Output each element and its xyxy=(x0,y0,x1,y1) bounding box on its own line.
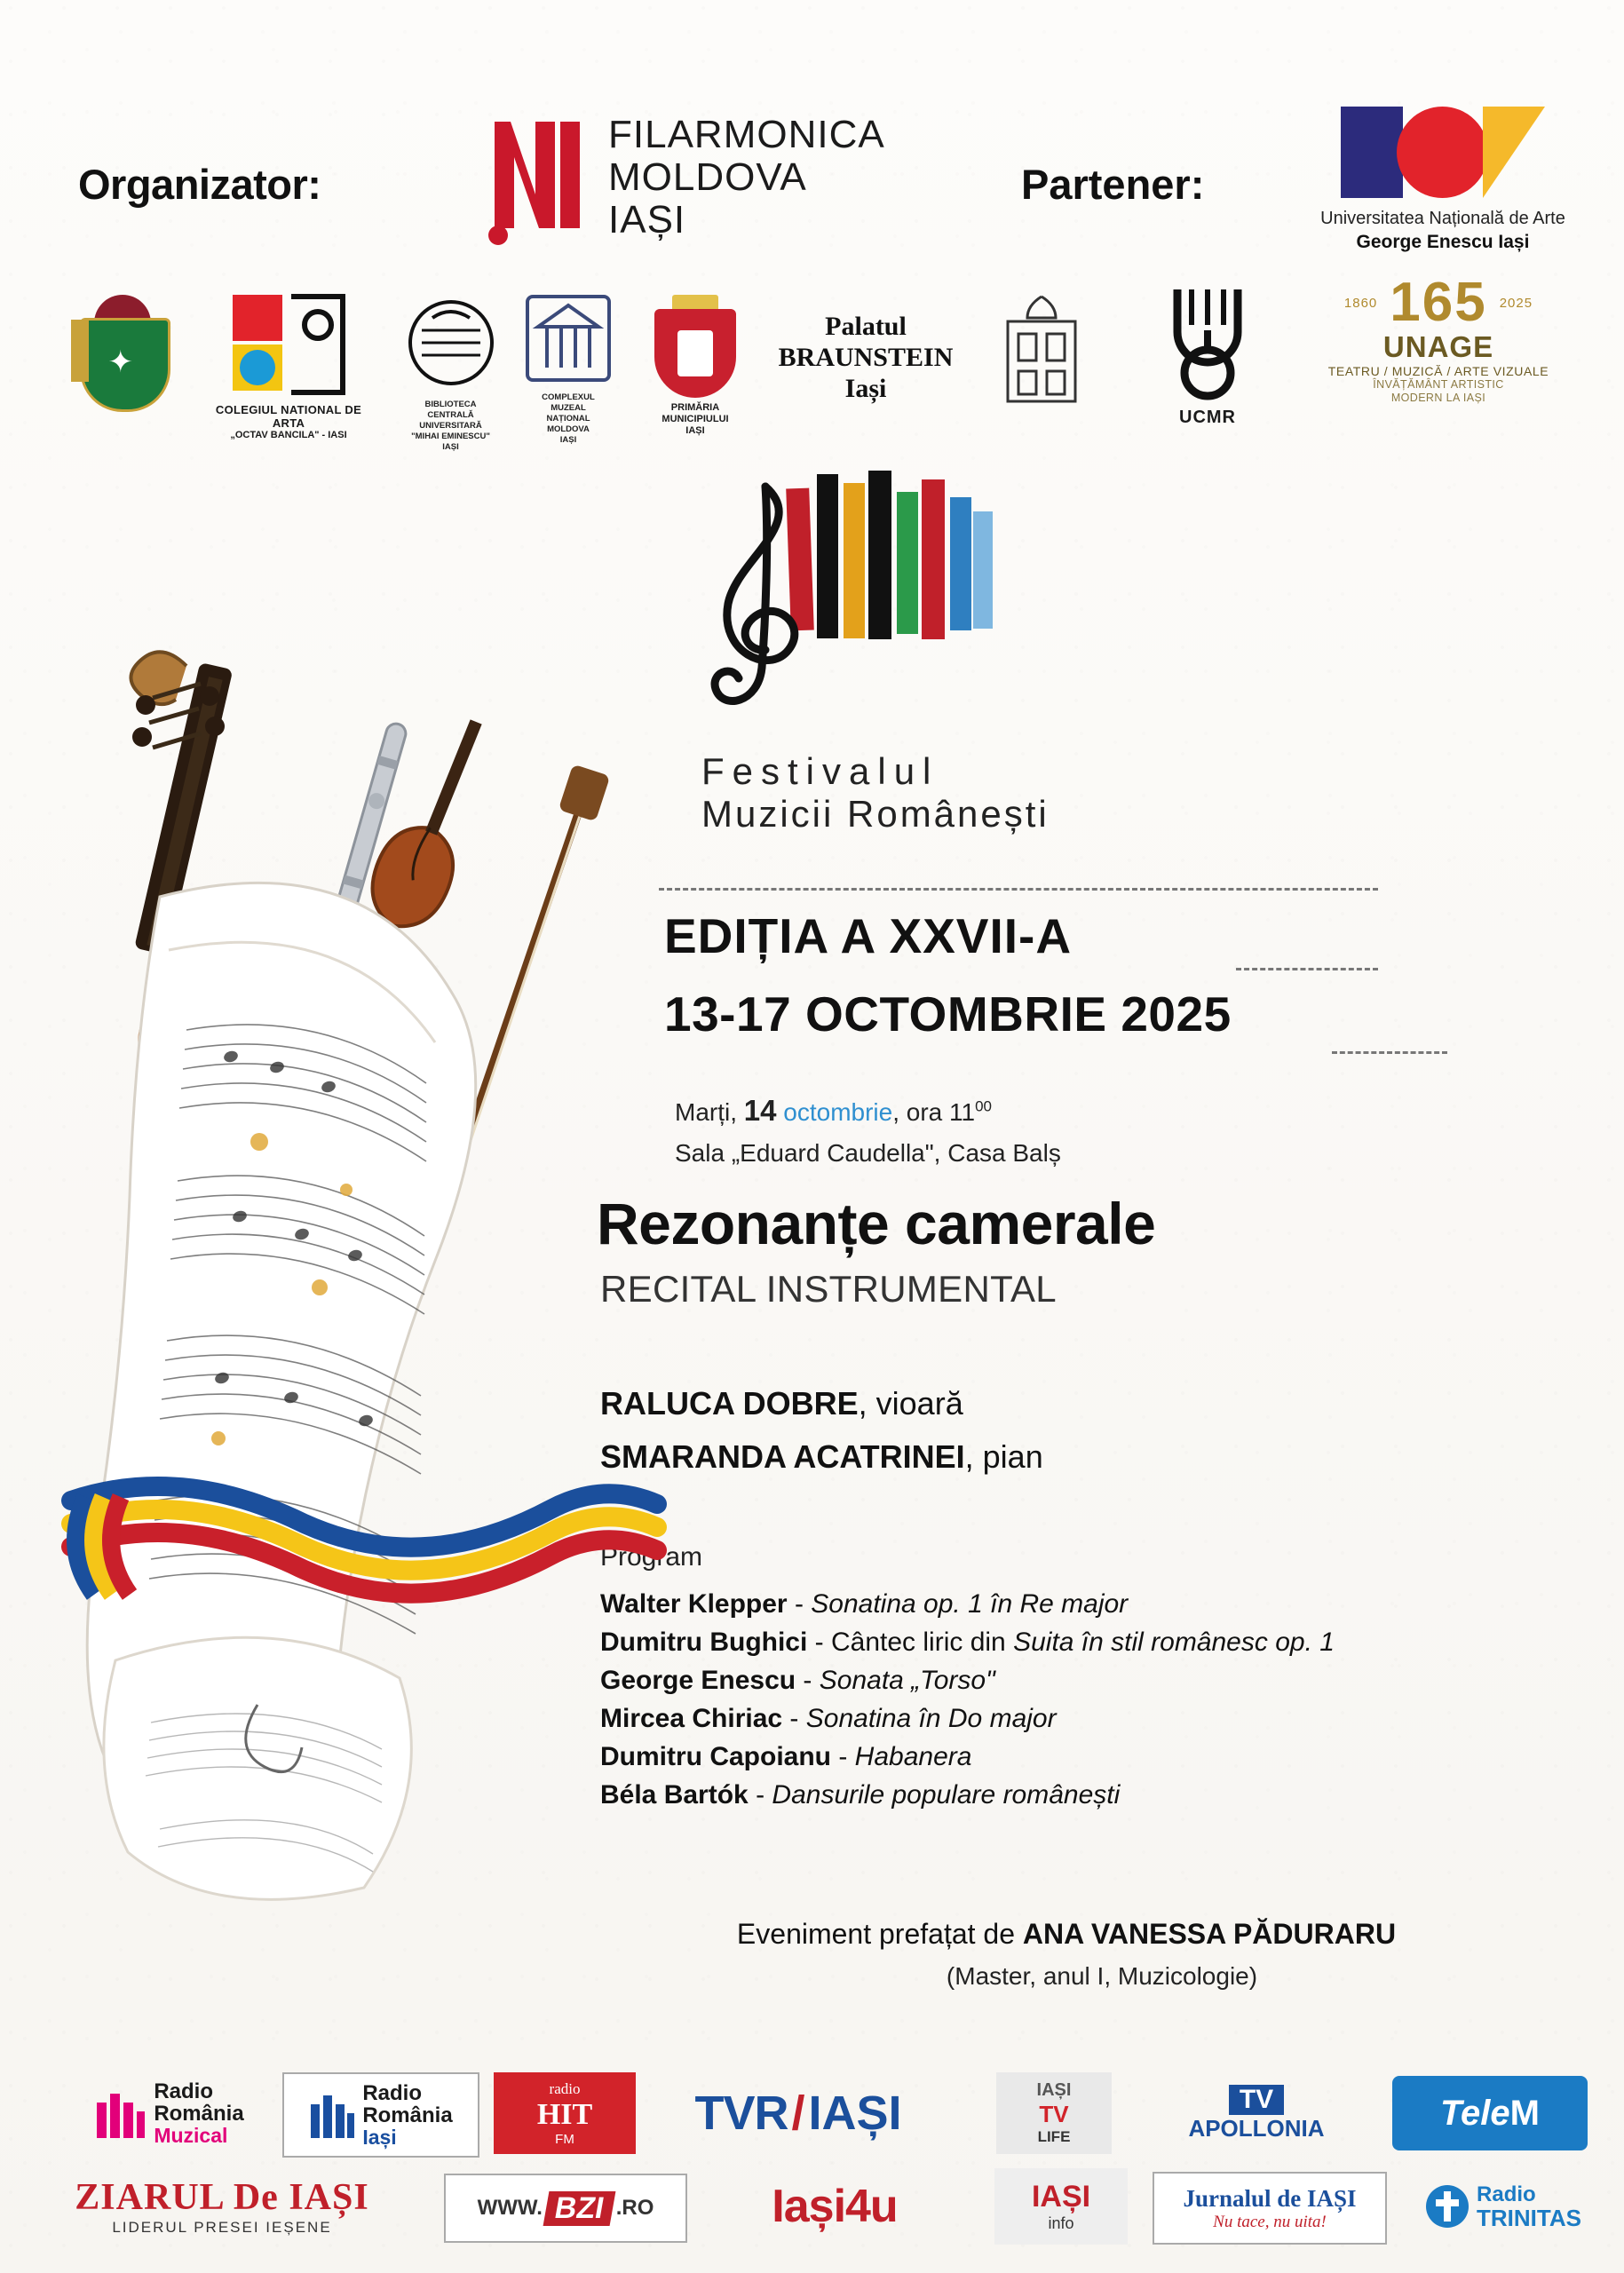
program-item xyxy=(600,1661,1586,1699)
program-work: Sonata „Torso" xyxy=(819,1666,995,1695)
performer-2-name: SMARANDA ACATRINEI xyxy=(600,1438,965,1475)
rri-line3: Iași xyxy=(362,2125,397,2149)
rrm-line3: Muzical xyxy=(154,2123,228,2147)
palatul-braunstein-logo xyxy=(746,311,986,404)
ii-line2: info xyxy=(1048,2214,1074,2232)
program-composer: Dumitru Capoianu xyxy=(600,1742,831,1771)
filarmonica-mark-icon xyxy=(484,113,599,246)
radio-bars-icon xyxy=(309,2092,355,2138)
jdi-line1: Jurnalul de IAȘI xyxy=(1183,2184,1357,2212)
partener-label: Partener: xyxy=(1021,161,1205,208)
trin-line1: Radio xyxy=(1477,2182,1536,2206)
trinitas-cross-icon xyxy=(1425,2184,1470,2229)
unage165-title: UNAGE xyxy=(1382,330,1494,363)
media-logo-tvr-iasi xyxy=(669,2072,927,2154)
primaria-label: PRIMĂRIA MUNICIPIULUI IAȘI xyxy=(661,402,729,436)
bcu-mark-icon xyxy=(402,297,500,392)
rrm-line1: Radio xyxy=(154,2079,213,2103)
unage165-sub3: MODERN LA IAȘI xyxy=(1390,392,1486,404)
unage165-year-to: 2025 xyxy=(1499,295,1533,311)
filarmonica-line1: FILARMONICA xyxy=(608,113,885,156)
program-composer: Mircea Chiriac xyxy=(600,1704,783,1733)
program-label: Program xyxy=(600,1542,703,1572)
biblioteca-centrala-universitara-logo xyxy=(391,297,511,453)
presenter-details: (Master, anul I, Muzicologie) xyxy=(946,1962,1258,1990)
program-work: Habanera xyxy=(854,1742,972,1771)
program-item xyxy=(600,1585,1586,1623)
festival-title xyxy=(701,750,1050,836)
tvr-slash: / xyxy=(791,2087,805,2140)
instruments-illustration xyxy=(53,613,710,1989)
unage-partner-logo xyxy=(1301,107,1585,262)
time-label: , ora 11 xyxy=(892,1098,976,1126)
media-logo-radio-hit xyxy=(494,2072,636,2154)
mitropolia-logo xyxy=(49,293,195,422)
divider-mid xyxy=(1236,968,1378,970)
braunstein-line3: Iași xyxy=(844,374,887,403)
day-prefix: Marți, xyxy=(675,1098,737,1126)
divider-bottom xyxy=(1332,1051,1447,1054)
unage165-sub1: TEATRU / MUZICĂ / ARTE VIZUALE xyxy=(1327,364,1549,378)
colegiul-national-de-arta-logo xyxy=(204,291,373,440)
unage-line1: Universitatea Națională de Arte xyxy=(1320,209,1565,228)
bzi-line2: BZI xyxy=(543,2191,615,2226)
program-work: Sonatina op. 1 în Re major xyxy=(811,1589,1129,1619)
rri-line1: Radio xyxy=(362,2080,422,2105)
zdi-line2: LIDERUL PRESEI IEȘENE xyxy=(112,2219,332,2236)
program-item xyxy=(600,1738,1586,1776)
media-logo-jurnalul-de-iasi xyxy=(1153,2172,1387,2245)
month-name: octombrie xyxy=(783,1098,893,1126)
performer-1-name: RALUCA DOBRE xyxy=(600,1385,859,1422)
time-sup: 00 xyxy=(975,1097,993,1115)
program-work-pre: Cântec liric din xyxy=(831,1628,1014,1657)
program-dash: - xyxy=(748,1780,772,1810)
bzi-line1: WWW. xyxy=(477,2196,543,2220)
filarmonica-line2: MOLDOVA xyxy=(608,155,807,199)
apo-line2: APOLLONIA xyxy=(1188,2114,1325,2142)
ucmr-logo xyxy=(1141,284,1274,427)
unage165-year-from: 1860 xyxy=(1343,295,1378,311)
braunstein-line2: BRAUNSTEIN xyxy=(778,343,954,372)
media-partners-footer xyxy=(0,2069,1624,2273)
jdi-line2: Nu tace, nu uita! xyxy=(1213,2212,1327,2231)
media-logo-radio-romania-iasi xyxy=(282,2072,479,2158)
muzeu-mark-icon xyxy=(522,291,614,385)
media-logo-iasi4u xyxy=(719,2168,950,2245)
organizator-label: Organizator: xyxy=(78,161,321,208)
telem-line2: M xyxy=(1509,2093,1540,2133)
program-item xyxy=(600,1623,1586,1661)
event-title: Rezonanțe camerale xyxy=(597,1191,1156,1256)
program-dash: - xyxy=(807,1628,831,1657)
tvr-line1: TVR xyxy=(694,2087,788,2140)
primaria-municipiului-iasi-logo xyxy=(629,295,762,437)
itl-line3: LIFE xyxy=(1037,2128,1071,2145)
divider-top xyxy=(659,888,1378,891)
event-datetime xyxy=(675,1094,992,1128)
rri-line2: România xyxy=(362,2103,453,2127)
performer-1-role: , vioară xyxy=(858,1385,963,1422)
ucmr-mark-icon xyxy=(1161,284,1255,427)
program-dash: - xyxy=(831,1742,855,1771)
muzeu-label: COMPLEXUL MUZEAL NAȚIONAL MOLDOVA IAȘI xyxy=(542,392,595,445)
bcu-label: BIBLIOTECA CENTRALĂ UNIVERSITARĂ "MIHAI EMINESCU" IAȘI xyxy=(411,400,490,452)
unage-mark-icon xyxy=(1341,107,1545,200)
media-logo-iasi-info xyxy=(994,2168,1128,2245)
itl-line1: IAȘI xyxy=(1036,2080,1072,2100)
program-composer: George Enescu xyxy=(600,1666,796,1695)
cna-line1: COLEGIUL NATIONAL DE ARTA xyxy=(215,403,362,430)
bzi-line3: .RO xyxy=(615,2196,654,2220)
apo-line1: TV xyxy=(1229,2085,1284,2115)
hit-line1: radio xyxy=(549,2079,581,2097)
festival-line2: Muzicii Românești xyxy=(701,793,1050,835)
program-work: Dansurile populare românești xyxy=(772,1780,1121,1810)
media-logo-iasi-tv-life xyxy=(996,2072,1112,2154)
zdi-line1: ZIARUL De IAȘI xyxy=(75,2177,369,2218)
itl-line2: TV xyxy=(1039,2101,1069,2127)
program-dash: - xyxy=(787,1589,812,1619)
unage165-number: 165 xyxy=(1390,272,1487,333)
primaria-crest-icon xyxy=(654,295,736,400)
program-dash: - xyxy=(796,1666,820,1695)
ucmr-label: UCMR xyxy=(1179,408,1236,427)
mitropolia-crest-icon: ✦ xyxy=(69,293,176,422)
media-logo-tv-apollonia xyxy=(1163,2072,1350,2154)
presenter-prefix: Eveniment prefațat de xyxy=(736,1918,1023,1950)
media-logo-tele-m xyxy=(1392,2076,1588,2150)
trin-line2: TRINITAS xyxy=(1477,2205,1581,2231)
braunstein-text xyxy=(746,311,986,404)
filarmonica-text xyxy=(608,114,885,242)
program-list xyxy=(600,1585,1586,1814)
cna-line2: „OCTAV BANCILA" - IASI xyxy=(230,430,347,440)
filarmonica-line3: IAȘI xyxy=(608,198,686,242)
telem-line1: Tele xyxy=(1440,2093,1510,2133)
event-subtitle: RECITAL INSTRUMENTAL xyxy=(600,1268,1057,1310)
palatul-braunstein-building-icon xyxy=(993,293,1090,413)
media-logo-radio-romania-muzical xyxy=(59,2072,281,2154)
dates-text: 13-17 OCTOMBRIE 2025 xyxy=(664,986,1232,1041)
program-composer: Dumitru Bughici xyxy=(600,1628,808,1657)
iasi4u-line1: Iași4u xyxy=(772,2181,898,2232)
media-logo-radio-trinitas xyxy=(1401,2170,1605,2243)
filarmonica-moldova-iasi-logo xyxy=(484,108,919,255)
media-logo-ziarul-de-iasi xyxy=(53,2168,391,2245)
performer-2-role: , pian xyxy=(964,1438,1043,1475)
unage-line2: George Enescu Iași xyxy=(1356,232,1530,252)
program-item xyxy=(600,1776,1586,1814)
presenter-name: ANA VANESSA PĂDURARU xyxy=(1022,1918,1397,1950)
program-work: Suita în stil românesc op. 1 xyxy=(1013,1628,1335,1657)
program-dash: - xyxy=(782,1704,806,1733)
header-logos-row xyxy=(0,53,1624,252)
tvr-line2: IAȘI xyxy=(808,2087,902,2140)
complexul-muzeal-national-moldova-logo xyxy=(502,291,635,446)
unage165-sub2: ÎNVĂȚĂMÂNT ARTISTIC xyxy=(1373,378,1504,391)
festival-line1: Festivalul xyxy=(701,750,939,792)
edition-text: EDIȚIA A XXVII-A xyxy=(664,908,1073,963)
radio-bars-icon xyxy=(95,2088,147,2138)
cna-mark-icon xyxy=(229,291,349,398)
hit-line2: HIT xyxy=(536,2097,593,2131)
venue-text: Sala „Eduard Caudella", Casa Balș xyxy=(675,1139,1061,1167)
media-logo-bzi-ro xyxy=(444,2174,687,2243)
ii-line1: IAȘI xyxy=(1031,2180,1091,2214)
program-item xyxy=(600,1699,1586,1738)
hit-line3: FM xyxy=(555,2131,574,2147)
braunstein-line1: Palatul xyxy=(825,312,907,341)
program-composer: Walter Klepper xyxy=(600,1589,788,1619)
program-work: Sonatina în Do major xyxy=(805,1704,1057,1733)
unage-165-logo xyxy=(1296,272,1580,405)
presenter-line xyxy=(600,1918,1533,1951)
rrm-line2: România xyxy=(154,2101,244,2126)
program-composer: Béla Bartók xyxy=(600,1780,749,1810)
day-number: 14 xyxy=(743,1094,777,1127)
